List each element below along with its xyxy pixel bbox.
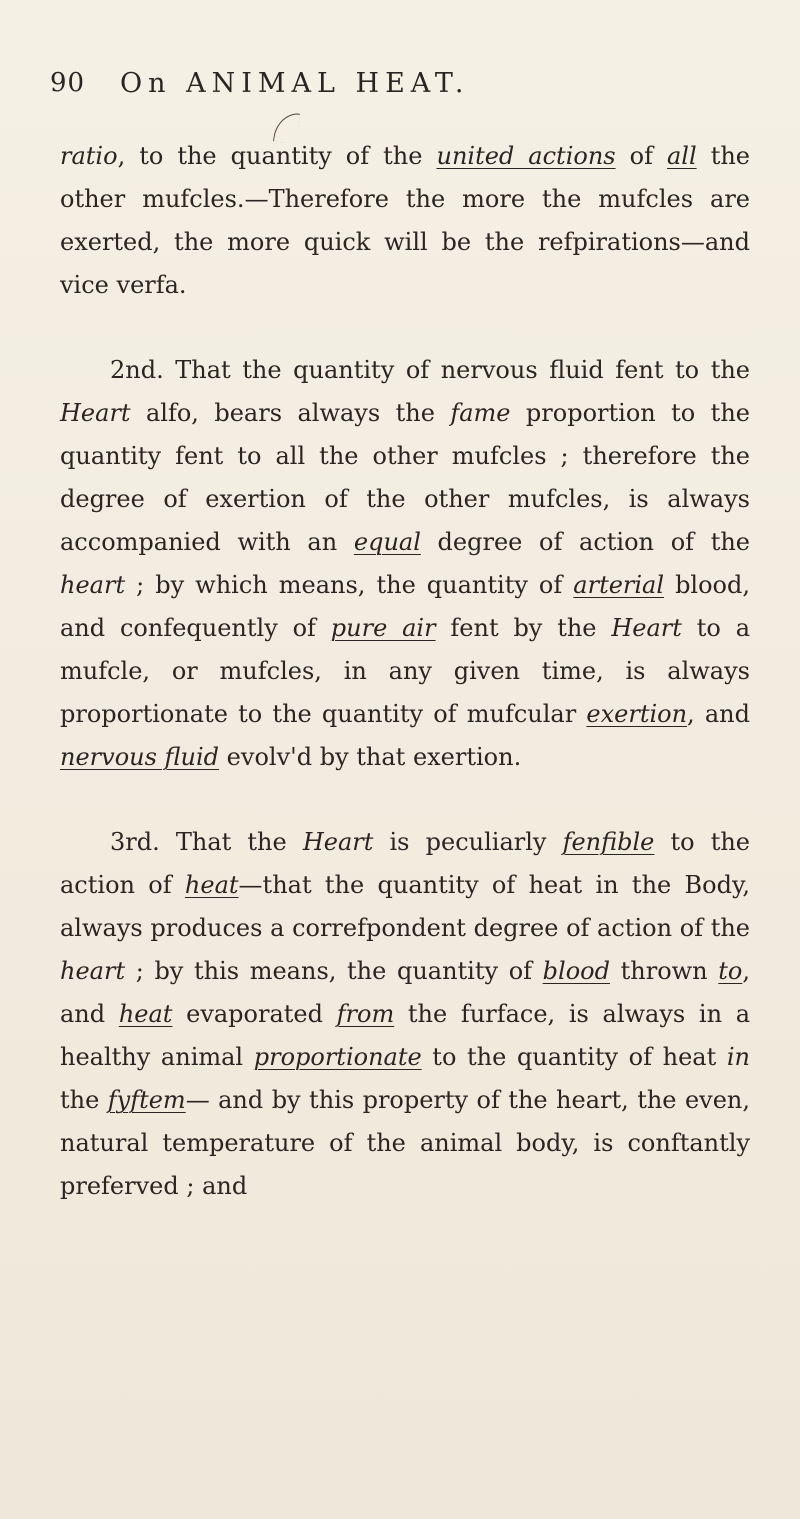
text-segment: exertion — [586, 700, 688, 728]
text-segment: ; by this means, the quantity of — [125, 957, 543, 985]
text-segment: alfo, bears always the — [130, 399, 451, 427]
text-segment: Heart — [60, 399, 131, 427]
text-segment: evaporated — [172, 1000, 337, 1028]
text-segment: — and by this property of the heart, the even, natural temperature of the animal body, is conftantly preferved ; and — [60, 1086, 750, 1200]
text-segment: the other mufcles.—Therefore the more the mufcles are exerted, the more quick will be the refpirations—and vice verfa. — [60, 142, 751, 299]
text-segment: Heart — [302, 828, 374, 856]
text-segment: equal — [353, 528, 421, 556]
text-segment: to the quantity of heat — [421, 1043, 727, 1071]
text-segment: proportionate — [253, 1043, 422, 1071]
paragraph-1 — [60, 135, 750, 307]
text-segment: ratio — [60, 142, 118, 170]
text-segment: of — [615, 142, 667, 170]
text-segment: , and — [60, 957, 751, 1028]
text-segment: heart — [60, 571, 126, 599]
text-segment: the furface, is always in a healthy animal — [60, 1000, 751, 1071]
text-segment: blood, and confequently of — [60, 571, 750, 642]
text-segment: heat — [118, 1000, 173, 1028]
text-segment: evolv'd by that exertion. — [219, 743, 522, 771]
text-segment: fame — [450, 399, 511, 427]
text-segment: 2nd. That the quantity of nervous fluid fent to the — [110, 356, 750, 384]
text-segment: , to the quantity of the — [117, 142, 437, 170]
text-segment: to a mufcle, or mufcles, in any given time, is always proportionate to the quantity of mufcular — [60, 614, 751, 728]
text-segment: to the action of — [60, 828, 751, 899]
text-segment: fyftem — [107, 1086, 186, 1114]
page-header — [50, 68, 750, 108]
page-number: 90 — [50, 68, 86, 98]
text-segment: arterial — [573, 571, 665, 599]
text-segment: heart — [60, 957, 126, 985]
text-segment: blood — [542, 957, 610, 985]
page-body — [60, 135, 750, 1208]
running-head: On ANIMAL HEAT. — [120, 68, 470, 99]
text-segment: nervous fluid — [60, 743, 220, 771]
text-segment: 3rd. That the — [110, 828, 303, 856]
text-segment: thrown — [609, 957, 719, 985]
paragraph-2 — [60, 349, 750, 779]
text-segment: ; by which means, the quantity of — [125, 571, 574, 599]
text-segment: to — [718, 957, 743, 985]
text-segment: proportion to the quantity fent to all the other mufcles ; therefore the degree of exertion of the other mufcles, is always accompanied with an — [60, 399, 750, 556]
text-segment: , and — [687, 700, 750, 728]
text-segment: Heart — [611, 614, 682, 642]
text-segment: fenfible — [562, 828, 655, 856]
text-segment: fent by the — [435, 614, 612, 642]
text-segment: the — [60, 1086, 108, 1114]
text-segment: from — [336, 1000, 395, 1028]
text-segment: pure air — [330, 614, 436, 642]
text-segment: in — [726, 1043, 750, 1071]
paragraph-3 — [60, 821, 750, 1208]
text-segment: heat — [184, 871, 239, 899]
text-segment: all — [667, 142, 697, 170]
text-segment: united actions — [436, 142, 616, 170]
text-segment: —that the quantity of heat in the Body, always produces a correfpondent degree of action of the — [60, 871, 750, 942]
text-segment: is peculiarly — [373, 828, 563, 856]
text-segment: degree of action of the — [420, 528, 750, 556]
